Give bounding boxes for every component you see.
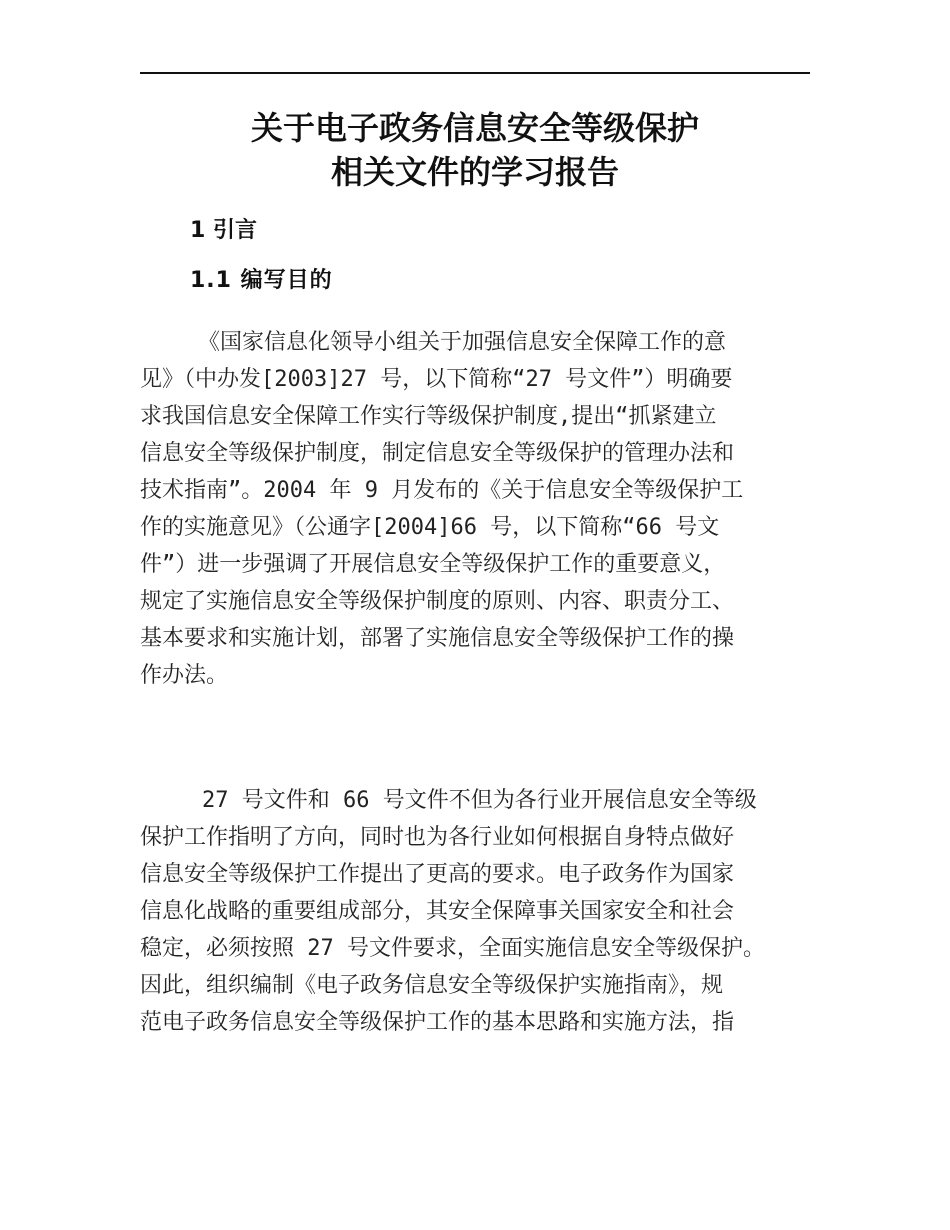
- paragraph-line: 技术指南”。2004 年 9 月发布的《关于信息安全等级保护工: [140, 478, 744, 503]
- paragraph-line: 作办法。: [140, 663, 229, 688]
- title-line-2: 相关文件的学习报告: [330, 153, 619, 191]
- paragraph-line: 作的实施意见》（公通字[2004]66 号，以下简称“66 号文: [140, 515, 720, 540]
- paragraph-line: 见》（中办发[2003]27 号，以下简称“27 号文件”）明确要: [140, 367, 733, 392]
- paragraph-line: 保护工作指明了方向，同时也为各行业如何根据自身特点做好: [140, 825, 735, 850]
- paragraph-line: 求我国信息安全保障工作实行等级保护制度,提出“抓紧建立: [140, 404, 717, 429]
- section-heading-1: 1 引言: [190, 218, 257, 243]
- paragraph-line: 因此，组织编制《电子政务信息安全等级保护实施指南》，规: [140, 973, 724, 998]
- paragraph-line: 稳定，必须按照 27 号文件要求，全面实施信息安全等级保护。: [140, 936, 765, 961]
- header-rule: [140, 72, 810, 74]
- paragraph-line: 件”）进一步强调了开展信息安全等级保护工作的重要意义，: [140, 552, 726, 577]
- paragraph-line: 规定了实施信息安全等级保护制度的原则、内容、职责分工、: [140, 589, 735, 614]
- section-heading-1-1: 1.1 编写目的: [190, 268, 333, 293]
- paragraph-line: 信息安全等级保护工作提出了更高的要求。电子政务作为国家: [140, 862, 735, 887]
- paragraph-line: 范电子政务信息安全等级保护工作的基本思路和实施方法，指: [140, 1010, 735, 1035]
- document-title: [140, 106, 810, 194]
- paragraph-line: 27 号文件和 66 号文件不但为各行业开展信息安全等级: [202, 788, 757, 813]
- paragraph-line: 基本要求和实施计划，部署了实施信息安全等级保护工作的操: [140, 626, 735, 651]
- paragraph-line: 信息安全等级保护制度，制定信息安全等级保护的管理办法和: [140, 441, 735, 466]
- title-line-1: 关于电子政务信息安全等级保护: [250, 109, 699, 147]
- paragraph-1: [140, 324, 810, 694]
- paragraph-2: [140, 782, 810, 1041]
- paragraph-line: 信息化战略的重要组成部分，其安全保障事关国家安全和社会: [140, 899, 735, 924]
- paragraph-line: 《国家信息化领导小组关于加强信息安全保障工作的意: [198, 330, 727, 355]
